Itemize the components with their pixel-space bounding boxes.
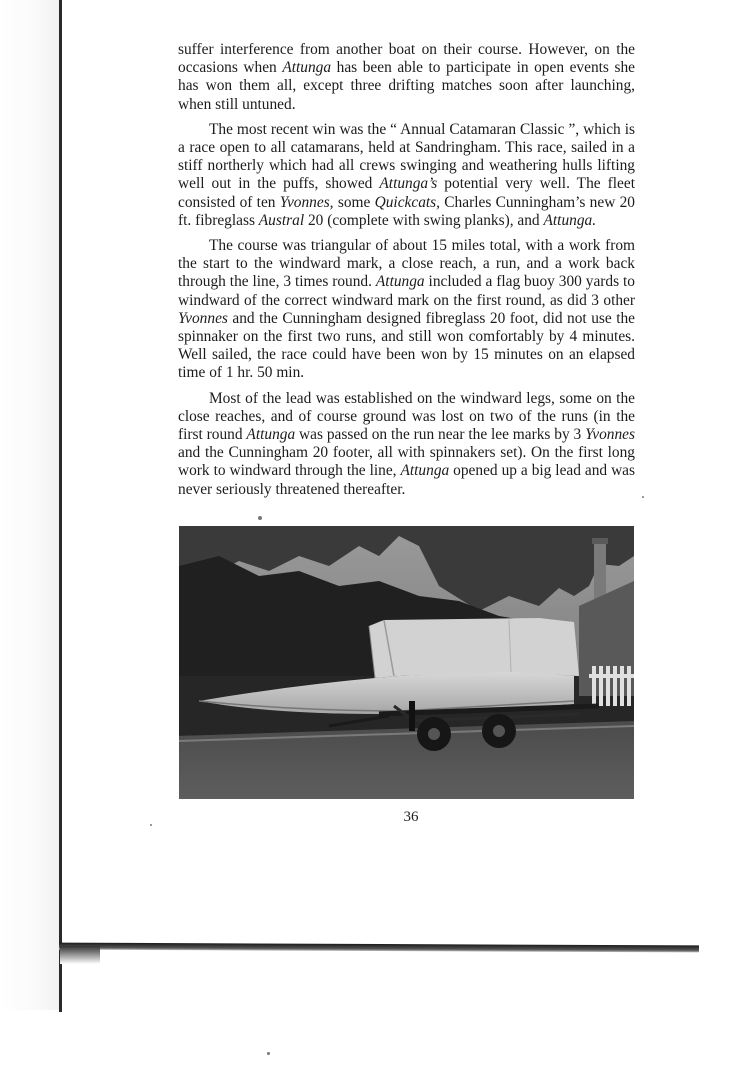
text-run: has been able to participate in open events she has won them all, except three drifting matches soon after launching, when still untuned. — [178, 59, 635, 113]
text-run: Most of the lead was established on the windward legs, some on the close reaches, and of course ground was lost on two of the runs (in the first round — [178, 389, 635, 444]
text-run: 20 (complete with swing planks), and — [304, 211, 544, 229]
paragraph-2 — [178, 121, 635, 230]
italic-run: Attunga’s — [379, 175, 438, 193]
catamaran-on-trailer-image — [179, 526, 634, 799]
text-run: The course was triangular of about 15 miles total, with a work from the start to the windward mark, a close reach, a run, and a work back through the line, 3 times round. — [178, 237, 635, 291]
text-run: suffer interference from another boat on their course. However, on the occasions when — [178, 41, 635, 77]
italic-run: Austral — [258, 211, 305, 229]
book-spine-edge — [59, 0, 62, 1012]
text-run: and the Cunningham designed fibreglass 20 foot, did not use the spinnaker on the first two runs, and still won comfortably by 4 minutes. Well sailed, the race could have been won by 15 minutes on an elapsed time of 1 hr. 50 min. — [178, 309, 635, 382]
page-corner-shadow — [60, 946, 100, 964]
italic-run: Quickcats, — [374, 193, 440, 211]
italic-run: Attunga — [246, 426, 296, 444]
text-run: Charles Cunningham’s new 20 ft. fibreglass — [178, 193, 636, 229]
dust-speck — [642, 496, 644, 498]
text-run: and the Cunningham 20 footer, all with spinnakers set). On the first long work to windward through the line, — [178, 444, 635, 480]
paragraph-3 — [178, 237, 635, 383]
text-run: some — [333, 193, 375, 211]
text-run: The most recent win was the “ Annual Catamaran Classic ”, which is a race open to all catamarans, held at Sandringham. This race, sailed in a stiff northerly which had all crews swinging and weathering hulls lifting well out in the puffs, showed — [178, 120, 635, 193]
text-run: was passed on the run near the lee marks by 3 — [295, 426, 586, 444]
page-bottom-edge — [59, 943, 699, 953]
text-run: potential very well. The fleet consisted of ten — [178, 175, 635, 211]
page-gutter-shadow — [0, 0, 60, 1010]
italic-run: Attunga — [282, 59, 332, 77]
italic-run: Yvonnes, — [279, 193, 334, 211]
italic-run: Attunga. — [543, 211, 597, 229]
italic-run: Yvonnes — [585, 426, 635, 444]
italic-run: Attunga — [375, 273, 425, 291]
text-run: opened up a big lead and was never seriously threatened thereafter. — [178, 462, 635, 498]
page-number: 36 — [403, 809, 419, 825]
paragraph-4 — [178, 390, 635, 499]
dust-speck — [267, 1052, 270, 1055]
italic-run: Yvonnes — [178, 309, 228, 327]
paragraph-1 — [178, 41, 635, 114]
italic-run: Attunga — [400, 462, 450, 480]
text-run: included a flag buoy 300 yards to windward of the correct windward mark on the first round, as did 3 other — [178, 273, 635, 309]
dust-speck — [150, 824, 152, 826]
dust-speck — [258, 516, 262, 520]
article-body — [178, 41, 635, 506]
catamaran-photo — [179, 526, 634, 799]
